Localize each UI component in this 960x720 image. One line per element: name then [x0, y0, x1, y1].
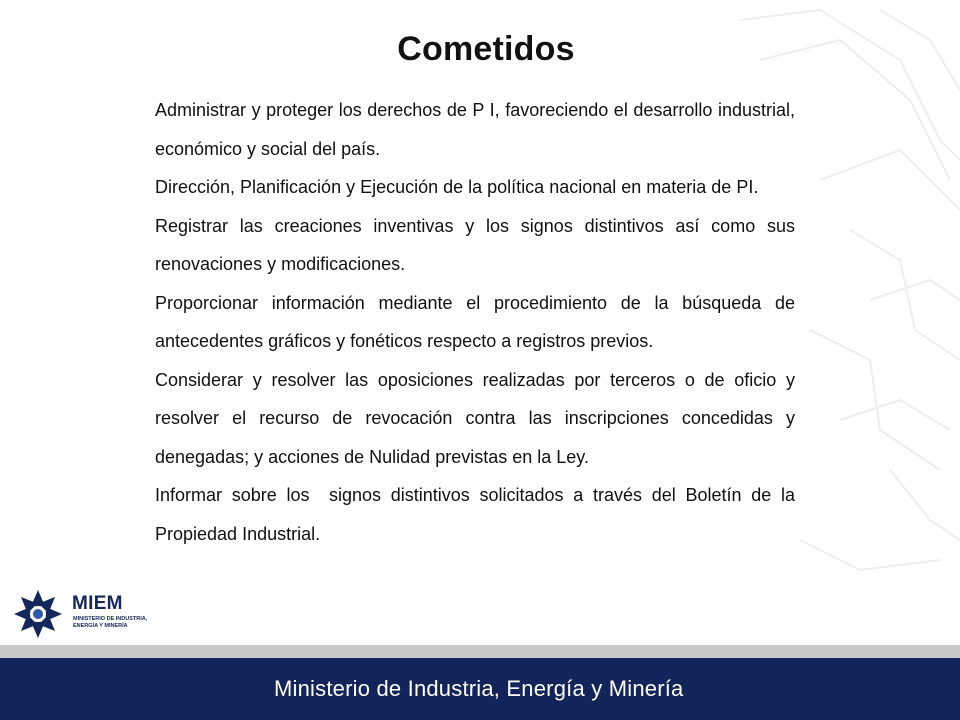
logo-name: MIEM	[72, 593, 123, 614]
logo-subtitle: MINISTERIO DE INDUSTRIA, ENERGÍA Y MINERÍA	[73, 616, 148, 629]
footer-band	[0, 658, 960, 720]
paragraph-3: Registrar las creaciones inventivas y los signos distintivos así como sus renovaciones y modificaciones.	[155, 215, 795, 274]
paragraph-2: Dirección, Planificación y Ejecución de la política nacional en materia de PI.	[155, 177, 759, 197]
footer-ministry-name: Ministerio de Industria, Energía y Minería	[274, 676, 684, 701]
paragraph-5: Considerar y resolver las oposiciones realizadas por terceros o de oficio y resolver el recurso de revocación contra las inscripciones concedidas y denegadas; y acciones de Nulidad previstas en la Ley.	[155, 369, 795, 467]
slide-body	[155, 91, 801, 553]
footer-divider-band	[0, 645, 960, 658]
paragraph-6: Informar sobre los signos distintivos solicitados a través del Boletín de la Propiedad Industrial.	[155, 485, 801, 544]
miem-star-icon	[12, 588, 64, 640]
paragraph-1: Administrar y proteger los derechos de P I, favoreciendo el desarrollo industrial, económico y social del país.	[155, 100, 795, 159]
paragraph-4: Proporcionar información mediante el procedimiento de la búsqueda de antecedentes gráficos y fonéticos respecto a registros previos.	[155, 292, 795, 351]
miem-logo	[12, 588, 152, 644]
slide-title: Cometidos	[397, 30, 575, 68]
